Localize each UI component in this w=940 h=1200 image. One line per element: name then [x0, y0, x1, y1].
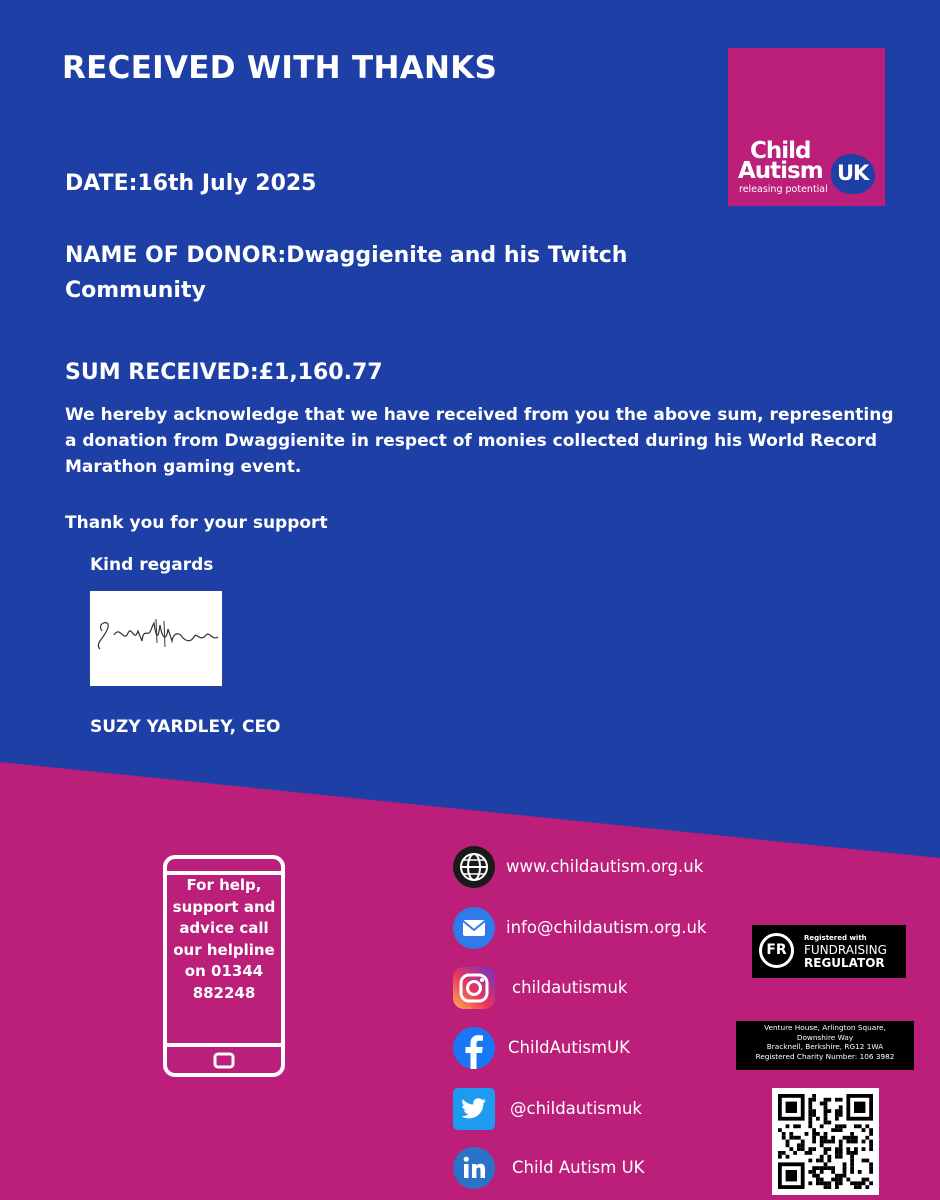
- twitter-icon: [452, 1087, 496, 1131]
- logo-line-2: Autism: [738, 158, 823, 184]
- logo-line-1: Child: [750, 138, 811, 164]
- facebook-link[interactable]: ChildAutismUK: [508, 1038, 630, 1057]
- thanks-text: Thank you for your support: [65, 513, 328, 533]
- facebook-icon: [452, 1026, 496, 1070]
- contact-linkedin[interactable]: [452, 1146, 782, 1192]
- address-line-4: Registered Charity Number: 106 3982: [755, 1051, 895, 1061]
- signature-image: [90, 591, 222, 686]
- child-autism-uk-logo: [728, 48, 885, 206]
- logo-tagline: releasing potential: [739, 184, 828, 195]
- regulator-line-2: FUNDRAISING: [804, 943, 887, 957]
- instagram-icon: [452, 966, 496, 1010]
- linkedin-link[interactable]: Child Autism UK: [512, 1158, 645, 1177]
- receipt-date: DATE:16th July 2025: [65, 171, 317, 196]
- twitter-link[interactable]: @childautismuk: [510, 1099, 642, 1118]
- contact-facebook[interactable]: [452, 1026, 782, 1072]
- regulator-line-3: REGULATOR: [804, 956, 885, 970]
- fr-mark: FR: [759, 933, 794, 968]
- address-line-1: Venture House, Arlington Square,: [764, 1023, 886, 1032]
- contact-email[interactable]: [452, 906, 782, 952]
- address-line-2: Downshire Way: [796, 1032, 854, 1042]
- contact-website[interactable]: [452, 845, 782, 891]
- linkedin-icon: [452, 1146, 496, 1190]
- email-link[interactable]: info@childautism.org.uk: [506, 918, 707, 937]
- qr-code[interactable]: [772, 1088, 879, 1195]
- contact-twitter[interactable]: [452, 1087, 782, 1133]
- page-title: RECEIVED WITH THANKS: [62, 50, 498, 86]
- instagram-link[interactable]: childautismuk: [512, 978, 628, 997]
- donor-name: NAME OF DONOR:Dwaggienite and his Twitch Community: [65, 243, 628, 303]
- signatory-name: SUZY YARDLEY, CEO: [90, 717, 281, 737]
- acknowledgement-text: We hereby acknowledge that we have received from you the above sum, representing a donation from Dwaggienite in respect of monies collected during his World Record Marathon gaming event.: [65, 405, 894, 477]
- sum-received: SUM RECEIVED:£1,160.77: [65, 360, 383, 385]
- fundraising-regulator-badge: [752, 925, 906, 978]
- globe-icon: [452, 845, 496, 889]
- contact-instagram[interactable]: [452, 966, 782, 1012]
- regulator-line-1: Registered with: [804, 934, 867, 942]
- website-link[interactable]: www.childautism.org.uk: [506, 857, 704, 876]
- address-line-3: Bracknell, Berkshire, RG12 1WA: [766, 1042, 884, 1052]
- logo-uk-badge: UK: [831, 154, 875, 194]
- email-icon: [452, 906, 496, 950]
- address-block: [736, 1021, 914, 1070]
- regards-text: Kind regards: [90, 555, 214, 575]
- helpline-text: For help, support and advice call our helpline on 01344 882248: [172, 876, 276, 1002]
